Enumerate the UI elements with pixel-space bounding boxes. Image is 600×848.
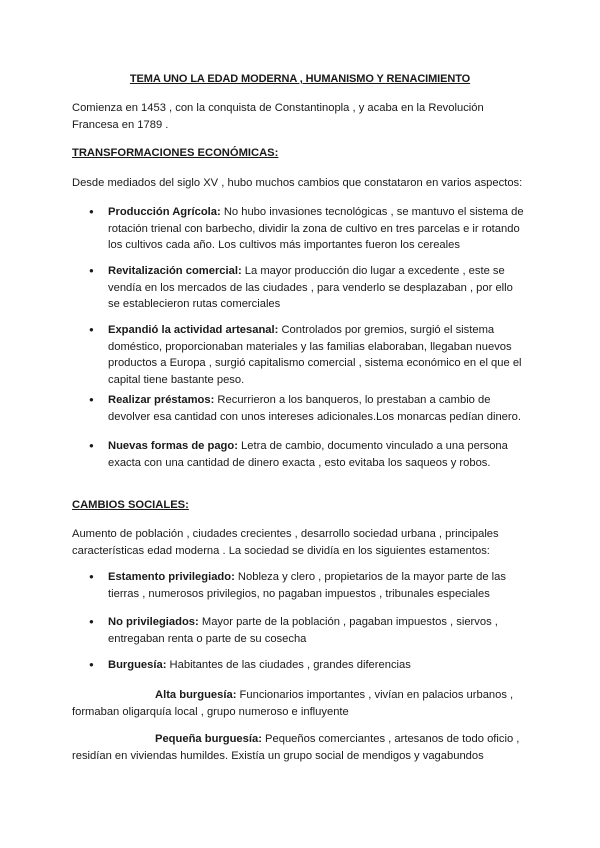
bullet-label: Nuevas formas de pago: [108,440,238,452]
sub-item-text: Funcionarios importantes , vivían en palacios urbanos , formaban oligarquía local , grupo numeroso e influyente [72,689,514,718]
sub-item-petty-bourgeoisie [72,731,532,764]
bullet-label: Revitalización comercial: [108,265,242,277]
list-item-loans [108,392,526,425]
bullet-text: No hubo invasiones tecnológicas , se mantuvo el sistema de rotación trienal con barbecho, dividir la zona de cultivo en tres parcelas e ir rotando los cultivos cada año. Los cultivos más importantes fueron los cereales [108,206,524,251]
social-heading: CAMBIOS SOCIALES: [72,499,189,511]
economic-heading: TRANSFORMACIONES ECONÓMICAS: [72,147,279,159]
intro-paragraph: Comienza en 1453 , con la conquista de Constantinopla , y acaba en la Revolución Francesa en 1789 . [72,102,484,131]
sub-item-label: Pequeña burguesía: [155,733,262,745]
bullet-text: Controlados por gremios, surgió el sistema doméstico, proporcionaban materiales y las familias elaboraban, llegaban nuevos productos a Europa , surgió capitalismo comercial , sistema económico en el que el capital tiene bastante peso. [108,324,522,386]
list-item-bourgeoisie [108,657,526,674]
list-item-artisan [108,322,526,388]
list-item-non-privileged [108,614,526,647]
bullet-text: Mayor parte de la población , pagaban impuestos , siervos , entregaban renta o parte de su cosecha [108,616,498,645]
bullet-label: Realizar préstamos: [108,394,215,406]
bullet-text: Habitantes de las ciudades , grandes diferencias [166,659,411,671]
sub-item-label: Alta burguesía: [155,689,237,701]
social-intro: Aumento de población , ciudades crecientes , desarrollo sociedad urbana , principales características edad moderna . La sociedad se dividía en los siguientes estamentos: [72,528,499,557]
bullet-label: No privilegiados: [108,616,199,628]
bullet-label: Estamento privilegiado: [108,571,235,583]
bullet-label: Producción Agrícola: [108,206,221,218]
document-title: TEMA UNO LA EDAD MODERNA , HUMANISMO Y RENACIMIENTO [129,73,471,85]
economic-intro: Desde mediados del siglo XV , hubo muchos cambios que constataron en varios aspectos: [72,177,523,189]
sub-item-high-bourgeoisie [72,687,532,720]
list-item-privileged [108,569,526,602]
bullet-label: Expandió la actividad artesanal: [108,324,279,336]
list-item-agricultural [108,204,526,254]
bullet-text: La mayor producción dio lugar a excedente , este se vendía en los mercados de las ciudades , para venderlo se desplazaban , por ello se establecieron rutas comerciales [108,265,513,310]
sub-item-text: Pequeños comerciantes , artesanos de todo oficio , residían en viviendas humildes. Existía un grupo social de mendigos y vagabundos [72,733,520,762]
bullet-text: Nobleza y clero , propietarios de la mayor parte de las tierras , numerosos privilegios, no pagaban impuestos , tribunales especiales [108,571,506,600]
list-item-commercial [108,263,526,313]
bullet-text: Recurrieron a los banqueros, lo prestaban a cambio de devolver esa cantidad con unos intereses adicionales.Los monarcas pedían dinero. [108,394,521,423]
bullet-label: Burguesía: [108,659,167,671]
list-item-payment [108,438,526,471]
bullet-text: Letra de cambio, documento vinculado a una persona exacta con una cantidad de dinero exacta , esto evitaba los saqueos y robos. [108,440,508,469]
